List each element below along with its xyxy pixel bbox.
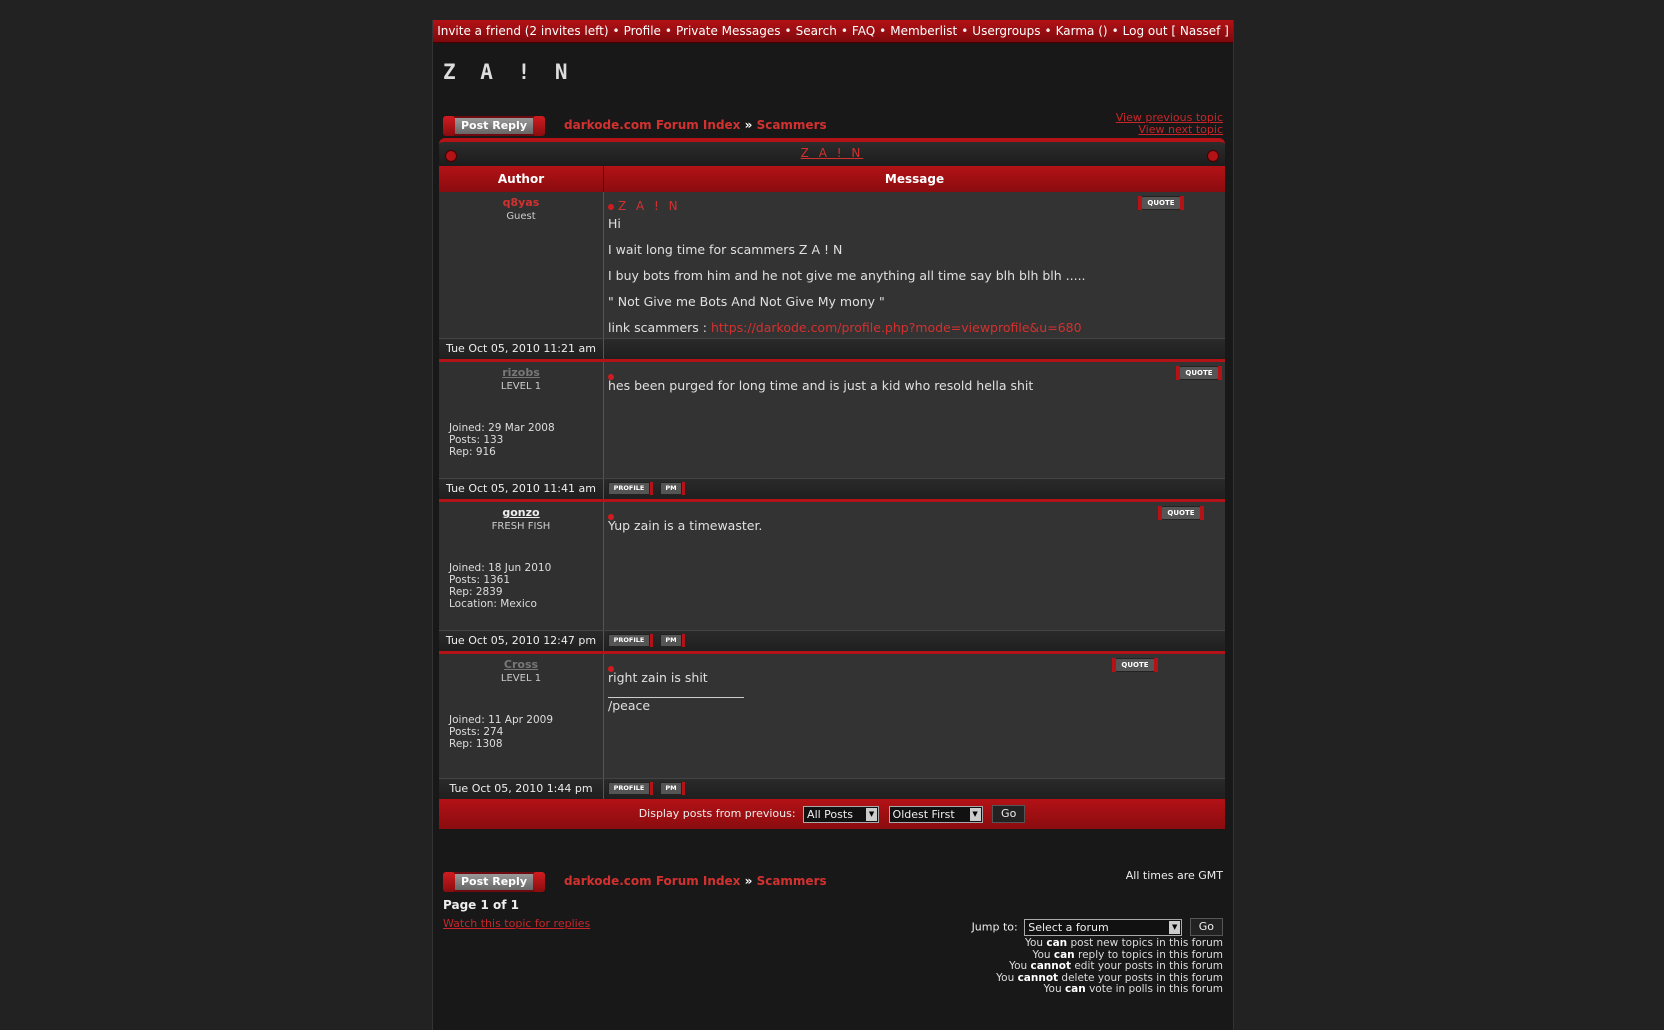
post-date: Tue Oct 05, 2010 11:41 am	[439, 479, 604, 499]
forum-scammers-link[interactable]: Scammers	[756, 874, 827, 888]
post-author-stats: Joined: 11 Apr 2009 Posts: 274 Rep: 1308	[449, 714, 554, 750]
nav-invite-link[interactable]: Invite a friend (2 invites left)	[437, 24, 609, 38]
table-header	[439, 166, 1225, 192]
pm-button[interactable]: PM	[660, 482, 682, 495]
forum-index-link[interactable]: darkode.com Forum Index	[564, 118, 741, 132]
topic-title-bar	[439, 138, 1225, 166]
post	[439, 651, 1225, 778]
post	[439, 359, 1225, 478]
jump-go-button[interactable]: Go	[1190, 918, 1223, 936]
topic-pagination	[1116, 112, 1223, 136]
post-author-rank: LEVEL 1	[500, 381, 542, 392]
top-nav: Invite a friend (2 invites left) • Profile • Private Messages • Search • FAQ • Memberlist • Usergroups • Karma () • Log out [ Nassef ]	[433, 20, 1233, 43]
post-author-stats: Joined: 29 Mar 2008 Posts: 133 Rep: 916	[449, 422, 555, 458]
post-author-name[interactable]: rizobs	[502, 366, 540, 379]
post-author-cell	[439, 362, 604, 478]
pm-button[interactable]: PM	[660, 782, 682, 795]
post-date: Tue Oct 05, 2010 12:47 pm	[439, 631, 604, 651]
nav-private-messages-link[interactable]: Private Messages	[676, 24, 781, 38]
post-date: Tue Oct 05, 2010 11:21 am	[439, 339, 604, 359]
nav-memberlist-link[interactable]: Memberlist	[890, 24, 958, 38]
post-signature: /peace	[608, 698, 651, 713]
post-author-name: q8yas	[502, 196, 540, 209]
scammer-profile-link[interactable]: https://darkode.com/profile.php?mode=viewprofile&u=680	[710, 320, 1082, 335]
chevron-down-icon: ▼	[866, 808, 877, 821]
breadcrumb: darkode.com Forum Index » Scammers	[564, 874, 827, 888]
nav-karma-link[interactable]: Karma ()	[1055, 24, 1108, 38]
posts-range-select[interactable]: All Posts ▼	[803, 806, 879, 823]
display-options-bar: Display posts from previous: All Posts ▼ Oldest First ▼ Go	[439, 799, 1225, 829]
topic-table	[439, 138, 1225, 829]
quote-button[interactable]: QUOTE	[1141, 196, 1181, 210]
topic-title-link[interactable]: Z A ! N	[800, 146, 864, 160]
corner-dot-icon	[1207, 150, 1219, 162]
post-body: QUOTE right zain is shit /peace	[604, 654, 1225, 778]
post-body: QUOTE Yup zain is a timewaster.	[604, 502, 1225, 630]
post-body: QUOTE Z A ! N Hi I wait long time for scammers Z A ! N I buy bots from him and he not give me anything all time say blh blh blh ..... " Not Give me Bots And Not Give My mony " link scammers : https://darkode.com/profile.php?mode=viewprofile&u=680	[604, 192, 1225, 338]
profile-button[interactable]: PROFILE	[608, 482, 650, 495]
post-author-rank: FRESH FISH	[491, 521, 551, 532]
forum-index-link[interactable]: darkode.com Forum Index	[564, 874, 741, 888]
page-title: Z A ! N	[443, 60, 574, 84]
display-go-button[interactable]: Go	[992, 805, 1025, 823]
quote-button[interactable]: QUOTE	[1161, 506, 1201, 520]
post-date: Tue Oct 05, 2010 1:44 pm	[439, 779, 604, 799]
post-reply-button[interactable]: Post Reply	[443, 116, 545, 136]
chevron-down-icon: ▼	[970, 808, 981, 821]
topic-nav-bottom	[443, 869, 1223, 894]
page-number: Page 1 of 1	[443, 898, 519, 912]
post	[439, 192, 1225, 338]
post-subject: Z A ! N	[618, 199, 681, 213]
nav-profile-link[interactable]: Profile	[623, 24, 661, 38]
post-author-name[interactable]: gonzo	[502, 506, 540, 519]
topic-nav-top	[443, 111, 1223, 138]
post-footer	[439, 338, 1225, 359]
page-wrapper	[432, 20, 1234, 1030]
post-body: QUOTE hes been purged for long time and is just a kid who resold hella shit	[604, 362, 1225, 478]
chevron-down-icon: ▼	[1169, 921, 1180, 934]
post-footer	[439, 478, 1225, 499]
post-icon	[608, 204, 614, 210]
nav-search-link[interactable]: Search	[795, 24, 837, 38]
post-footer	[439, 630, 1225, 651]
timezone-note: All times are GMT	[1125, 869, 1223, 882]
jump-to-box: Jump to: Select a forum ▼ Go You can post new topics in this forum You can reply to topics in this forum You cannot edit your posts in this forum You cannot delete your posts in this forum You can vote in polls in this forum	[971, 920, 1223, 995]
profile-button[interactable]: PROFILE	[608, 634, 650, 647]
author-column-header: Author	[439, 166, 604, 192]
profile-button[interactable]: PROFILE	[608, 782, 650, 795]
post	[439, 499, 1225, 630]
jump-forum-select[interactable]: Select a forum ▼	[1024, 919, 1182, 936]
pm-button[interactable]: PM	[660, 634, 682, 647]
post-author-stats: Joined: 18 Jun 2010 Posts: 1361 Rep: 2839 Location: Mexico	[449, 562, 552, 610]
post-author-cell	[439, 502, 604, 630]
message-column-header: Message	[884, 172, 945, 186]
post-author-cell	[439, 192, 604, 338]
quote-button[interactable]: QUOTE	[1179, 366, 1219, 380]
previous-topic-link[interactable]: View previous topic	[1115, 111, 1223, 124]
post-author-rank: LEVEL 1	[500, 673, 542, 684]
breadcrumb: darkode.com Forum Index » Scammers	[564, 118, 827, 132]
watch-topic-link[interactable]: Watch this topic for replies	[443, 917, 591, 930]
post-author-name[interactable]: Cross	[503, 658, 539, 671]
nav-usergroups-link[interactable]: Usergroups	[972, 24, 1041, 38]
nav-logout-link[interactable]: Log out [ Nassef ]	[1122, 24, 1229, 38]
quote-button[interactable]: QUOTE	[1115, 658, 1155, 672]
forum-scammers-link[interactable]: Scammers	[756, 118, 827, 132]
nav-faq-link[interactable]: FAQ	[851, 24, 876, 38]
post-reply-button[interactable]: Post Reply	[443, 872, 545, 892]
post-author-cell	[439, 654, 604, 778]
post-author-rank: Guest	[506, 211, 536, 222]
post-footer	[439, 778, 1225, 799]
next-topic-link[interactable]: View next topic	[1138, 123, 1223, 136]
bottom-area	[443, 898, 1223, 995]
forum-permissions: You can post new topics in this forum You can reply to topics in this forum You cannot edit your posts in this forum You cannot delete your posts in this forum You can vote in polls in this forum	[996, 937, 1223, 995]
posts-order-select[interactable]: Oldest First ▼	[889, 806, 983, 823]
